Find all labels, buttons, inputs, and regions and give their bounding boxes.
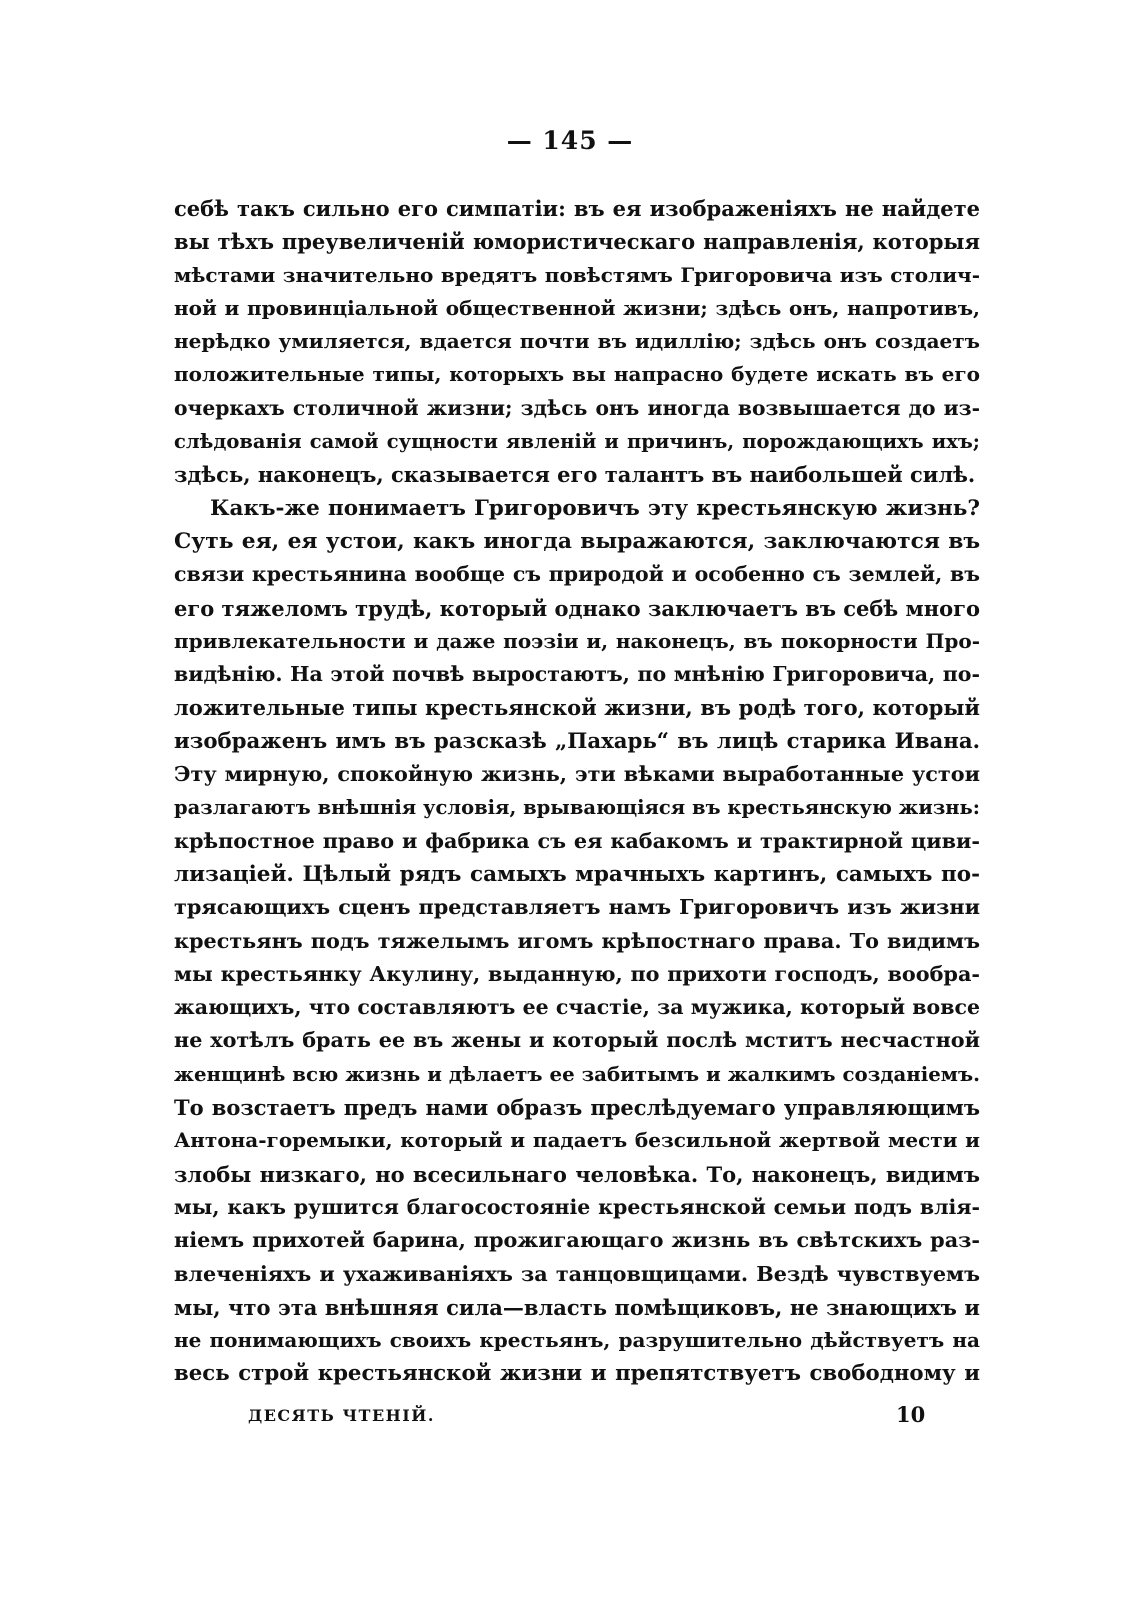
text-line: лизаціей. Цѣлый рядъ самыхъ мрачныхъ картинъ, самыхъ по- (174, 861, 980, 887)
text-line: положительные типы, которыхъ вы напрасно будете искать въ его (174, 362, 980, 387)
text-line: То возстаетъ предъ нами образъ преслѣдуемаго управляющимъ (174, 1095, 980, 1121)
text-line: изображенъ имъ въ разсказѣ „Пахарь“ въ лицѣ старика Ивана. (174, 728, 980, 754)
text-line: не понимающихъ своихъ крестьянъ, разрушительно дѣйствуетъ на (174, 1328, 980, 1353)
footer-book-title: ДЕСЯТЬ ЧТЕНІЙ. (248, 1406, 435, 1425)
text-line: крестьянъ подъ тяжелымъ игомъ крѣпостнаго права. То видимъ (174, 928, 980, 953)
text-line: Суть ея, ея устои, какъ иногда выражаются, заключаются въ (174, 528, 980, 554)
text-line: здѣсь, наконецъ, сказывается его талантъ въ наибольшей силѣ. (174, 462, 976, 488)
paragraph (174, 492, 980, 1391)
text-line: ной и провинціальной общественной жизни; здѣсь онъ, напротивъ, (174, 295, 980, 320)
text-line: видѣнію. На этой почвѣ выростаютъ, по мнѣнію Григоровича, по- (174, 662, 980, 687)
text-line: мы крестьянку Акулину, выданную, по прихоти господъ, вообра- (174, 961, 980, 986)
text-line: Какъ-же понимаетъ Григоровичъ эту крестьянскую жизнь? (210, 495, 980, 521)
text-line: мы, что эта внѣшняя сила—власть помѣщиковъ, не знающихъ и (174, 1294, 980, 1320)
text-line: Эту мирную, спокойную жизнь, эти вѣками выработанные устои (174, 762, 980, 787)
text-line: крѣпостное право и фабрика съ ея кабакомъ и трактирной циви- (174, 828, 980, 853)
text-line: женщинѣ всю жизнь и дѣлаетъ ее забитымъ и жалкимъ созданіемъ. (174, 1061, 980, 1086)
text-line: мѣстами значительно вредятъ повѣстямъ Григоровича изъ столич- (174, 262, 980, 287)
signature-mark: 10 (896, 1402, 926, 1427)
text-line: слѣдованія самой сущности явленій и причинъ, порождающихъ ихъ; (174, 430, 980, 454)
text-line: очеркахъ столичной жизни; здѣсь онъ иногда возвышается до из- (174, 395, 980, 420)
text-line: привлекательности и даже поэзіи и, наконецъ, въ покорности Про- (174, 628, 980, 653)
text-line: не хотѣлъ брать ее въ жены и который послѣ мститъ несчастной (174, 1028, 980, 1053)
text-line: весь строй крестьянской жизни и препятствуетъ свободному и (174, 1361, 980, 1387)
text-line: ложительные типы крестьянской жизни, въ родѣ того, который (174, 695, 980, 721)
page-number-header: — 145 — (506, 126, 634, 155)
text-line: связи крестьянина вообще съ природой и особенно съ землей, въ (174, 562, 980, 587)
text-line: себѣ такъ сильно его симпатіи: въ ея изображеніяхъ не найдете (174, 196, 980, 221)
paragraph (174, 192, 980, 492)
text-line: разлагаютъ внѣшнія условія, врывающіяся въ крестьянскую жизнь: (174, 796, 980, 820)
body-text (174, 192, 980, 1391)
text-line: влеченіяхъ и ухаживаніяхъ за танцовщицами. Вездѣ чувствуемъ (174, 1261, 980, 1286)
text-line: жающихъ, что составляютъ ее счастіе, за мужика, который вовсе (174, 995, 980, 1020)
text-line: мы, какъ рушится благосостояніе крестьянской семьи подъ влія- (174, 1194, 980, 1219)
text-line: злобы низкаго, но всесильнаго человѣка. То, наконецъ, видимъ (174, 1161, 980, 1187)
text-line: трясающихъ сценъ представляетъ намъ Григоровичъ изъ жизни (174, 895, 980, 920)
text-line: нерѣдко умиляется, вдается почти въ идиллію; здѣсь онъ создаетъ (174, 329, 980, 354)
text-line: ніемъ прихотей барина, прожигающаго жизнь въ свѣтскихъ раз- (174, 1228, 980, 1253)
text-line: Антона-горемыки, который и падаетъ безсильной жертвой мести и (174, 1128, 980, 1153)
text-line: его тяжеломъ трудѣ, который однако заключаетъ въ себѣ много (174, 595, 980, 621)
text-line: вы тѣхъ преувеличеній юмористическаго направленія, которыя (174, 229, 980, 255)
